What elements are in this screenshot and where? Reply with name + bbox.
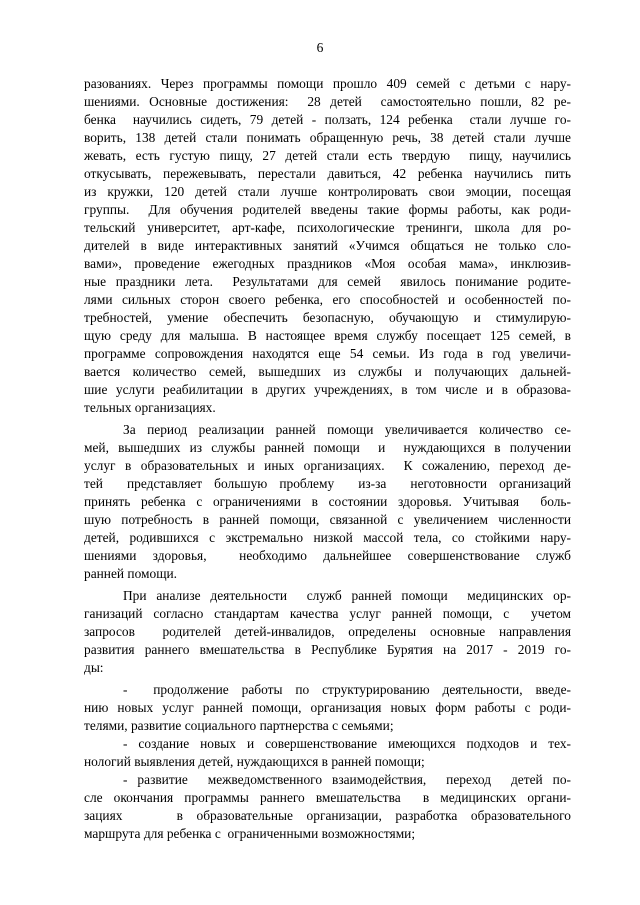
text-line: жевать, есть густую пищу, 27 детей стали есть твердую пищу, научились [84,148,571,163]
text-line: тей представляет большую проблему из-за неготовности организаций [84,476,571,491]
text-line: вами», проведение ежегодных праздников «Моя особая мама», инклюзив- [84,256,571,271]
text-line: нию новых услуг ранней помощи, организация новых форм работы с роди- [84,700,571,715]
text-line: программе сопровождения находятся еще 54 семьи. Из года в год увеличи- [84,346,571,361]
text-line: ганизаций согласно стандартам качества услуг ранней помощи, с учетом [84,606,571,621]
page-number: 6 [316,40,324,55]
text-line: запросов родителей детей-инвалидов, определены основные направления [84,624,571,639]
text-line: шениями. Основные достижения: 28 детей самостоятельно пошли, 82 ре- [84,94,571,109]
text-line: принять ребенка с ограничениями в состоянии здоровья. Учитывая боль- [84,494,571,509]
text-line: - развитие межведомственного взаимодействия, переход детей по- [123,772,571,787]
text-line: группы. Для обучения родителей введены такие формы работы, как роди- [84,202,571,217]
text-line: тельский университет, арт-кафе, психологические тренинги, школа для ро- [84,220,571,235]
text-line: дителей в виде интерактивных занятий «Учимся общаться не только сло- [84,238,571,253]
text-line: требностей, умение обеспечить безопасную, обучающую и стимулирую- [84,310,571,325]
text-line: услуг в образовательных и иных организациях. К сожалению, переход де- [84,458,571,473]
text-line: разованиях. Через программы помощи прошло 409 семей с детьми с нару- [84,76,571,91]
text-line: сле окончания программы раннего вмешательства в медицинских органи- [84,790,571,805]
text-line: ные праздники лета. Результатами для семей явилось понимание родите- [84,274,571,289]
text-line: шие услуги реабилитации в других учреждениях, в том числе и в образова- [84,382,571,397]
list-item [84,681,571,735]
text-line: За период реализации ранней помощи увеличивается количество се- [123,422,571,437]
text-line: При анализе деятельности служб ранней помощи медицинских ор- [123,588,571,603]
text-line: бенка научились сидеть, 79 детей - ползать, 124 ребенка стали лучше го- [84,112,571,127]
text-line: развития раннего вмешательства в Республике Бурятия на 2017 - 2019 го- [84,642,571,657]
text-line: зациях в образовательные организации, разработка образовательного [84,808,571,823]
text-line: ворить, 138 детей стали понимать обращенную речь, 38 детей стали лучше [84,130,571,145]
text-line: телями, развитие социального партнерства с семьями; [84,718,394,733]
text-line: откусывать, пережевывать, перестали давиться, 42 ребенка научились пить [84,166,571,181]
paragraph-1 [84,75,571,417]
text-line: шую потребность в ранней помощи, связанной с увеличением численности [84,512,571,527]
body-text [84,75,571,843]
text-line: детей, родившихся с экстремально низкой массой тела, со стойкими нару- [84,530,571,545]
text-line: щую среду для малыша. В настоящее время службу посещает 125 семей, в [84,328,571,343]
list-item [84,735,571,771]
text-line: из кружки, 120 детей стали лучше контролировать свои эмоции, посещая [84,184,571,199]
text-line: мей, вышедших из службы ранней помощи и нуждающихся в получении [84,440,571,455]
text-line: маршрута для ребенка с ограниченными возможностями; [84,826,416,841]
text-line: - продолжение работы по структурированию деятельности, введе- [123,682,571,697]
text-line: ранней помощи. [84,566,178,581]
text-line: нологий выявления детей, нуждающихся в ранней помощи; [84,754,425,769]
paragraph-3 [84,587,571,677]
text-line: лями сильных сторон своего ребенка, его способностей и особенностей по- [84,292,571,307]
paragraph-2 [84,421,571,583]
text-line: шениями здоровья, необходимо дальнейшее совершенствование служб [84,548,571,563]
text-line: - создание новых и совершенствование имеющихся подходов и тех- [123,736,571,751]
text-line: ды: [84,660,104,675]
text-line: вается количество семей, вышедших из службы и получающих дальней- [84,364,571,379]
list-item [84,771,571,843]
text-line: тельных организациях. [84,400,216,415]
